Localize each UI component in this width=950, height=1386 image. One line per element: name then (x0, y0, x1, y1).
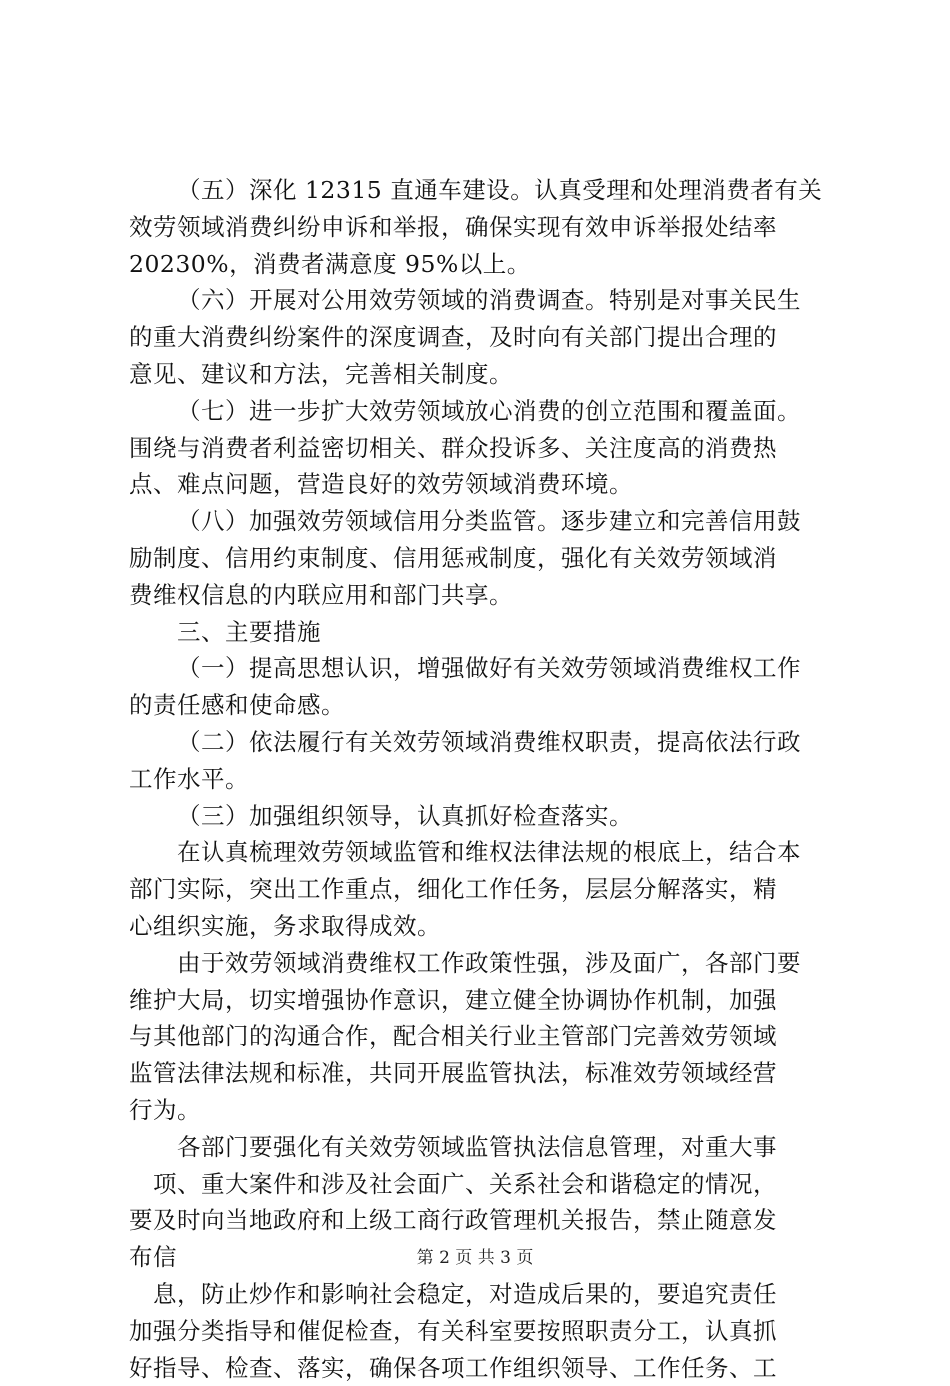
text-line: 维护大局，切实增强协作意识，建立健全协调协作机制，加强 (129, 982, 841, 1019)
text-line: 三、主要措施 (129, 614, 841, 651)
text-line: 心组织实施，务求取得成效。 (129, 908, 841, 945)
text-line: （八）加强效劳领域信用分类监管。逐步建立和完善信用鼓 (129, 503, 841, 540)
text-line: 布信 (129, 1239, 841, 1276)
text-line: 与其他部门的沟通合作，配合相关行业主管部门完善效劳领域 (129, 1018, 841, 1055)
text-line: 由于效劳领域消费维权工作政策性强，涉及面广，各部门要 (129, 945, 841, 982)
document-body (129, 172, 841, 1386)
text-line: 要及时向当地政府和上级工商行政管理机关报告，禁止随意发 (129, 1202, 841, 1239)
text-line: 意见、建议和方法，完善相关制度。 (129, 356, 841, 393)
text-line: （七）进一步扩大效劳领域放心消费的创立范围和覆盖面。 (129, 393, 841, 430)
text-line: 息，防止炒作和影响社会稳定，对造成后果的，要追究责任 (129, 1276, 841, 1313)
text-line: 励制度、信用约束制度、信用惩戒制度，强化有关效劳领域消 (129, 540, 841, 577)
text-line: 各部门要强化有关效劳领域监管执法信息管理，对重大事 (129, 1129, 841, 1166)
text-line: 好指导、检查、落实，确保各项工作组织领导、工作任务、工 (129, 1350, 841, 1386)
text-line: 点、难点问题，营造良好的效劳领域消费环境。 (129, 466, 841, 503)
text-line: （五）深化 12315 直通车建设。认真受理和处理消费者有关 (129, 172, 841, 209)
text-line: 工作水平。 (129, 761, 841, 798)
text-line: 20230%，消费者满意度 95%以上。 (129, 246, 841, 283)
text-line: 在认真梳理效劳领域监管和维权法律法规的根底上，结合本 (129, 834, 841, 871)
text-line: 效劳领域消费纠纷申诉和举报，确保实现有效申诉举报处结率 (129, 209, 841, 246)
page-footer: 第 2 页 共 3 页 (0, 1243, 950, 1268)
text-line: 监管法律法规和标准，共同开展监管执法，标准效劳领域经营 (129, 1055, 841, 1092)
text-line: 围绕与消费者利益密切相关、群众投诉多、关注度高的消费热 (129, 430, 841, 467)
text-line: 的重大消费纠纷案件的深度调查，及时向有关部门提出合理的 (129, 319, 841, 356)
text-line: 的责任感和使命感。 (129, 687, 841, 724)
text-line: 部门实际，突出工作重点，细化工作任务，层层分解落实，精 (129, 871, 841, 908)
text-line: 项、重大案件和涉及社会面广、关系社会和谐稳定的情况， (129, 1166, 841, 1203)
text-line: 费维权信息的内联应用和部门共享。 (129, 577, 841, 614)
text-line: （二）依法履行有关效劳领域消费维权职责，提高依法行政 (129, 724, 841, 761)
text-line: 加强分类指导和催促检查，有关科室要按照职责分工，认真抓 (129, 1313, 841, 1350)
text-line: 行为。 (129, 1092, 841, 1129)
text-line: （三）加强组织领导，认真抓好检查落实。 (129, 798, 841, 835)
text-line: （一）提高思想认识，增强做好有关效劳领域消费维权工作 (129, 650, 841, 687)
text-line: （六）开展对公用效劳领域的消费调查。特别是对事关民生 (129, 282, 841, 319)
